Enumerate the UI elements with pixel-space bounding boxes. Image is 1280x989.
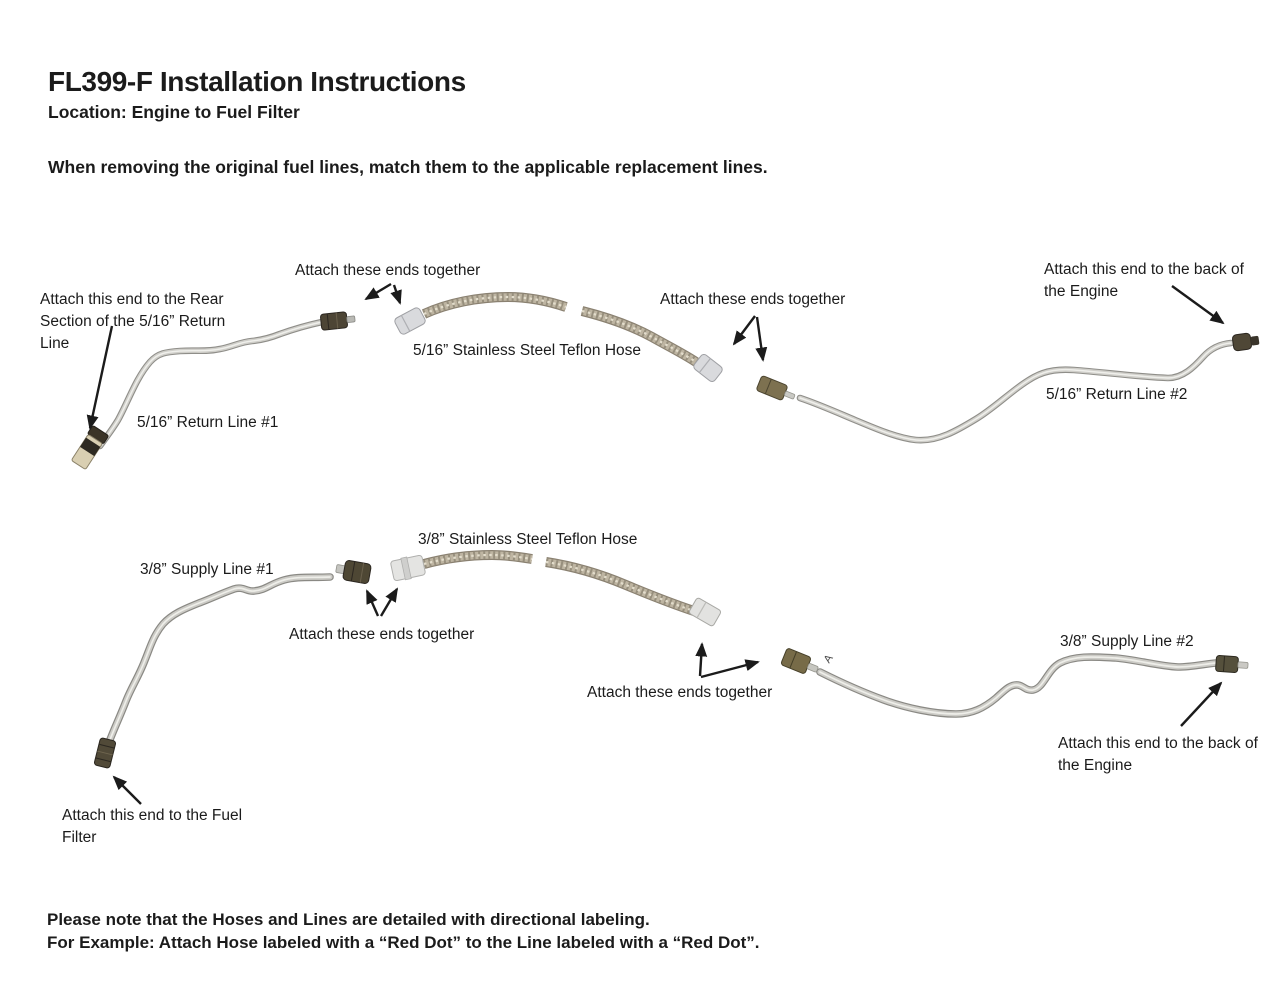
label-engine-top <box>1044 259 1244 303</box>
footer-note-line1: Please note that the Hoses and Lines are detailed with directional labeling. <box>47 910 650 929</box>
supply-line-2-end-nut <box>1215 655 1248 673</box>
arrow-fuel-filter <box>114 777 141 804</box>
supply-line-1-filter-fitting <box>94 737 116 768</box>
arrow-attach-bottom-mid-b <box>701 662 758 677</box>
teflon-hose-38 <box>390 554 722 627</box>
arrow-attach-bottom-left-b <box>381 589 397 616</box>
hose-38-left-fitting <box>390 554 426 582</box>
supply-line-2 <box>781 648 1249 714</box>
arrow-attach-bottom-left-a <box>367 591 378 616</box>
return-line-1-rear-fitting <box>70 425 108 470</box>
label-engine-bottom-line1: Attach this end to the back of <box>1058 735 1258 752</box>
supply-line-1 <box>94 559 372 769</box>
label-fuel-filter-line2: Filter <box>62 829 97 846</box>
marker-a: A <box>821 652 836 666</box>
label-engine-top-line1: Attach this end to the back of <box>1044 261 1244 278</box>
label-hose-516: 5/16” Stainless Steel Teflon Hose <box>413 342 642 359</box>
label-fuel-filter <box>62 805 242 849</box>
label-engine-top-line2: the Engine <box>1044 283 1119 300</box>
return-line-1-end-nut <box>320 311 355 330</box>
hose-516-left-fitting <box>393 306 426 335</box>
label-attach-ends-top-right: Attach these ends together <box>660 291 846 308</box>
arrow-attach-top-right-a <box>734 316 755 344</box>
label-supply-line-1: 3/8” Supply Line #1 <box>140 561 274 578</box>
label-rear-section-line3: Line <box>40 335 70 352</box>
label-hose-38: 3/8” Stainless Steel Teflon Hose <box>418 531 638 548</box>
arrow-engine-bottom <box>1181 683 1221 726</box>
arrow-attach-top-left-a <box>366 284 391 299</box>
location-subtitle: Location: Engine to Fuel Filter <box>48 102 300 122</box>
label-attach-ends-top-left: Attach these ends together <box>295 262 481 279</box>
label-attach-ends-bottom-left: Attach these ends together <box>289 626 475 643</box>
annotation-arrows <box>90 284 1223 804</box>
footer-note-line2: For Example: Attach Hose labeled with a “Red Dot” to the Line labeled with a “Red Dot”. <box>47 933 760 952</box>
supply-line-1-end-nut <box>335 559 372 585</box>
label-engine-bottom-line2: the Engine <box>1058 757 1133 774</box>
label-return-line-1: 5/16” Return Line #1 <box>137 414 279 431</box>
label-rear-section-line2: Section of the 5/16” Return <box>40 313 226 330</box>
return-line-2-end-nut <box>1232 332 1260 351</box>
hose-38-right-fitting <box>688 597 721 627</box>
arrow-attach-top-right-b <box>757 317 763 360</box>
supply-line-2-start-fitting <box>781 648 821 678</box>
arrow-attach-top-left-b <box>394 285 400 303</box>
return-line-2-start-fitting <box>756 375 797 404</box>
arrow-attach-bottom-mid-a <box>700 644 702 676</box>
label-fuel-filter-line1: Attach this end to the Fuel <box>62 807 243 824</box>
label-rear-section <box>40 289 225 355</box>
intro-text: When removing the original fuel lines, match them to the applicable replacement lines. <box>48 157 768 177</box>
page-title: FL399-F Installation Instructions <box>48 66 466 97</box>
label-return-line-2: 5/16” Return Line #2 <box>1046 386 1188 403</box>
label-attach-ends-bottom-mid: Attach these ends together <box>587 684 773 701</box>
label-engine-bottom <box>1058 733 1258 777</box>
label-rear-section-line1: Attach this end to the Rear <box>40 291 224 308</box>
label-supply-line-2: 3/8” Supply Line #2 <box>1060 633 1194 650</box>
footer-note <box>47 908 760 954</box>
